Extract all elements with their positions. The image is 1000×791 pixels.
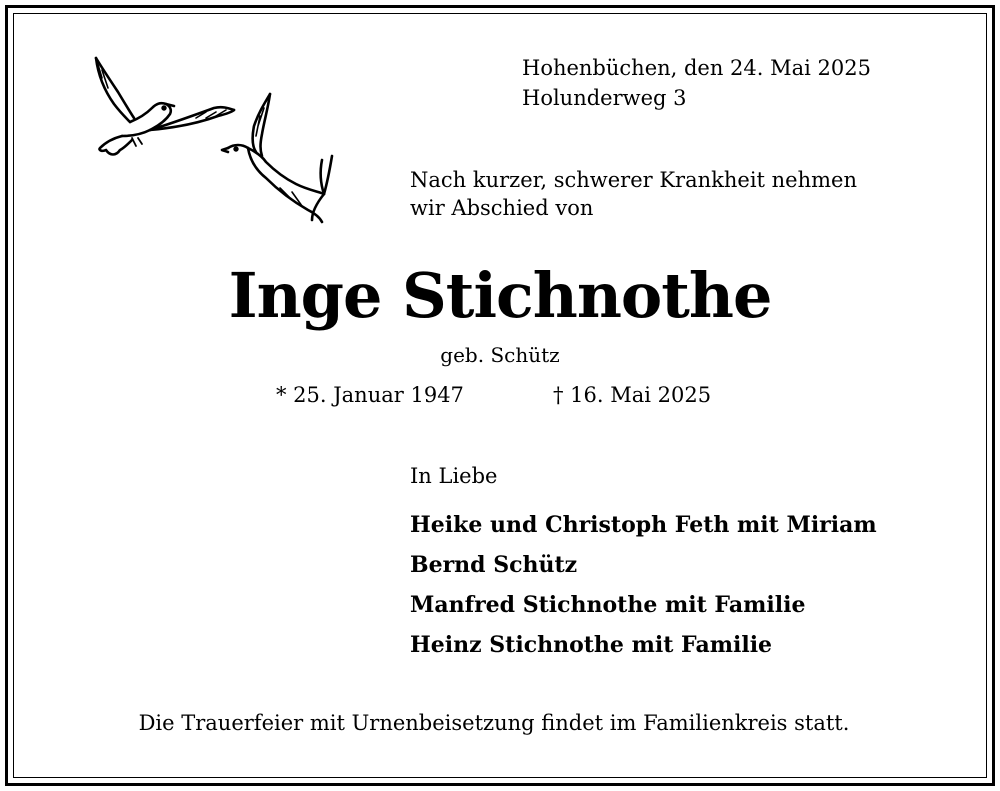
mourner-item: Manfred Stichnothe mit Familie [410,592,806,618]
mourners-intro: In Liebe [410,464,498,488]
funeral-note: Die Trauerfeier mit Urnenbeisetzung findet im Familienkreis statt. [138,711,850,735]
dove-left-icon [96,58,234,155]
mourners-list [410,505,877,665]
birth-date: * 25. Januar 1947 [276,383,464,407]
mourner-item: Heinz Stichnothe mit Familie [410,632,773,658]
intro-line-2: wir Abschied von [410,196,594,220]
deceased-name: Inge Stichnothe [228,259,772,332]
mourner-item: Heike und Christoph Feth mit Miriam [410,512,877,538]
doves-icon [88,52,338,227]
birth-name: geb. Schütz [440,343,560,367]
mourner-item: Bernd Schütz [410,552,578,578]
place-date: Hohenbüchen, den 24. Mai 2025 [522,56,871,80]
address: Holunderweg 3 [522,86,687,110]
intro-text [410,166,857,222]
death-date: † 16. Mai 2025 [553,383,712,407]
dove-right-icon [222,94,332,222]
intro-line-1: Nach kurzer, schwerer Krankheit nehmen [410,168,857,192]
